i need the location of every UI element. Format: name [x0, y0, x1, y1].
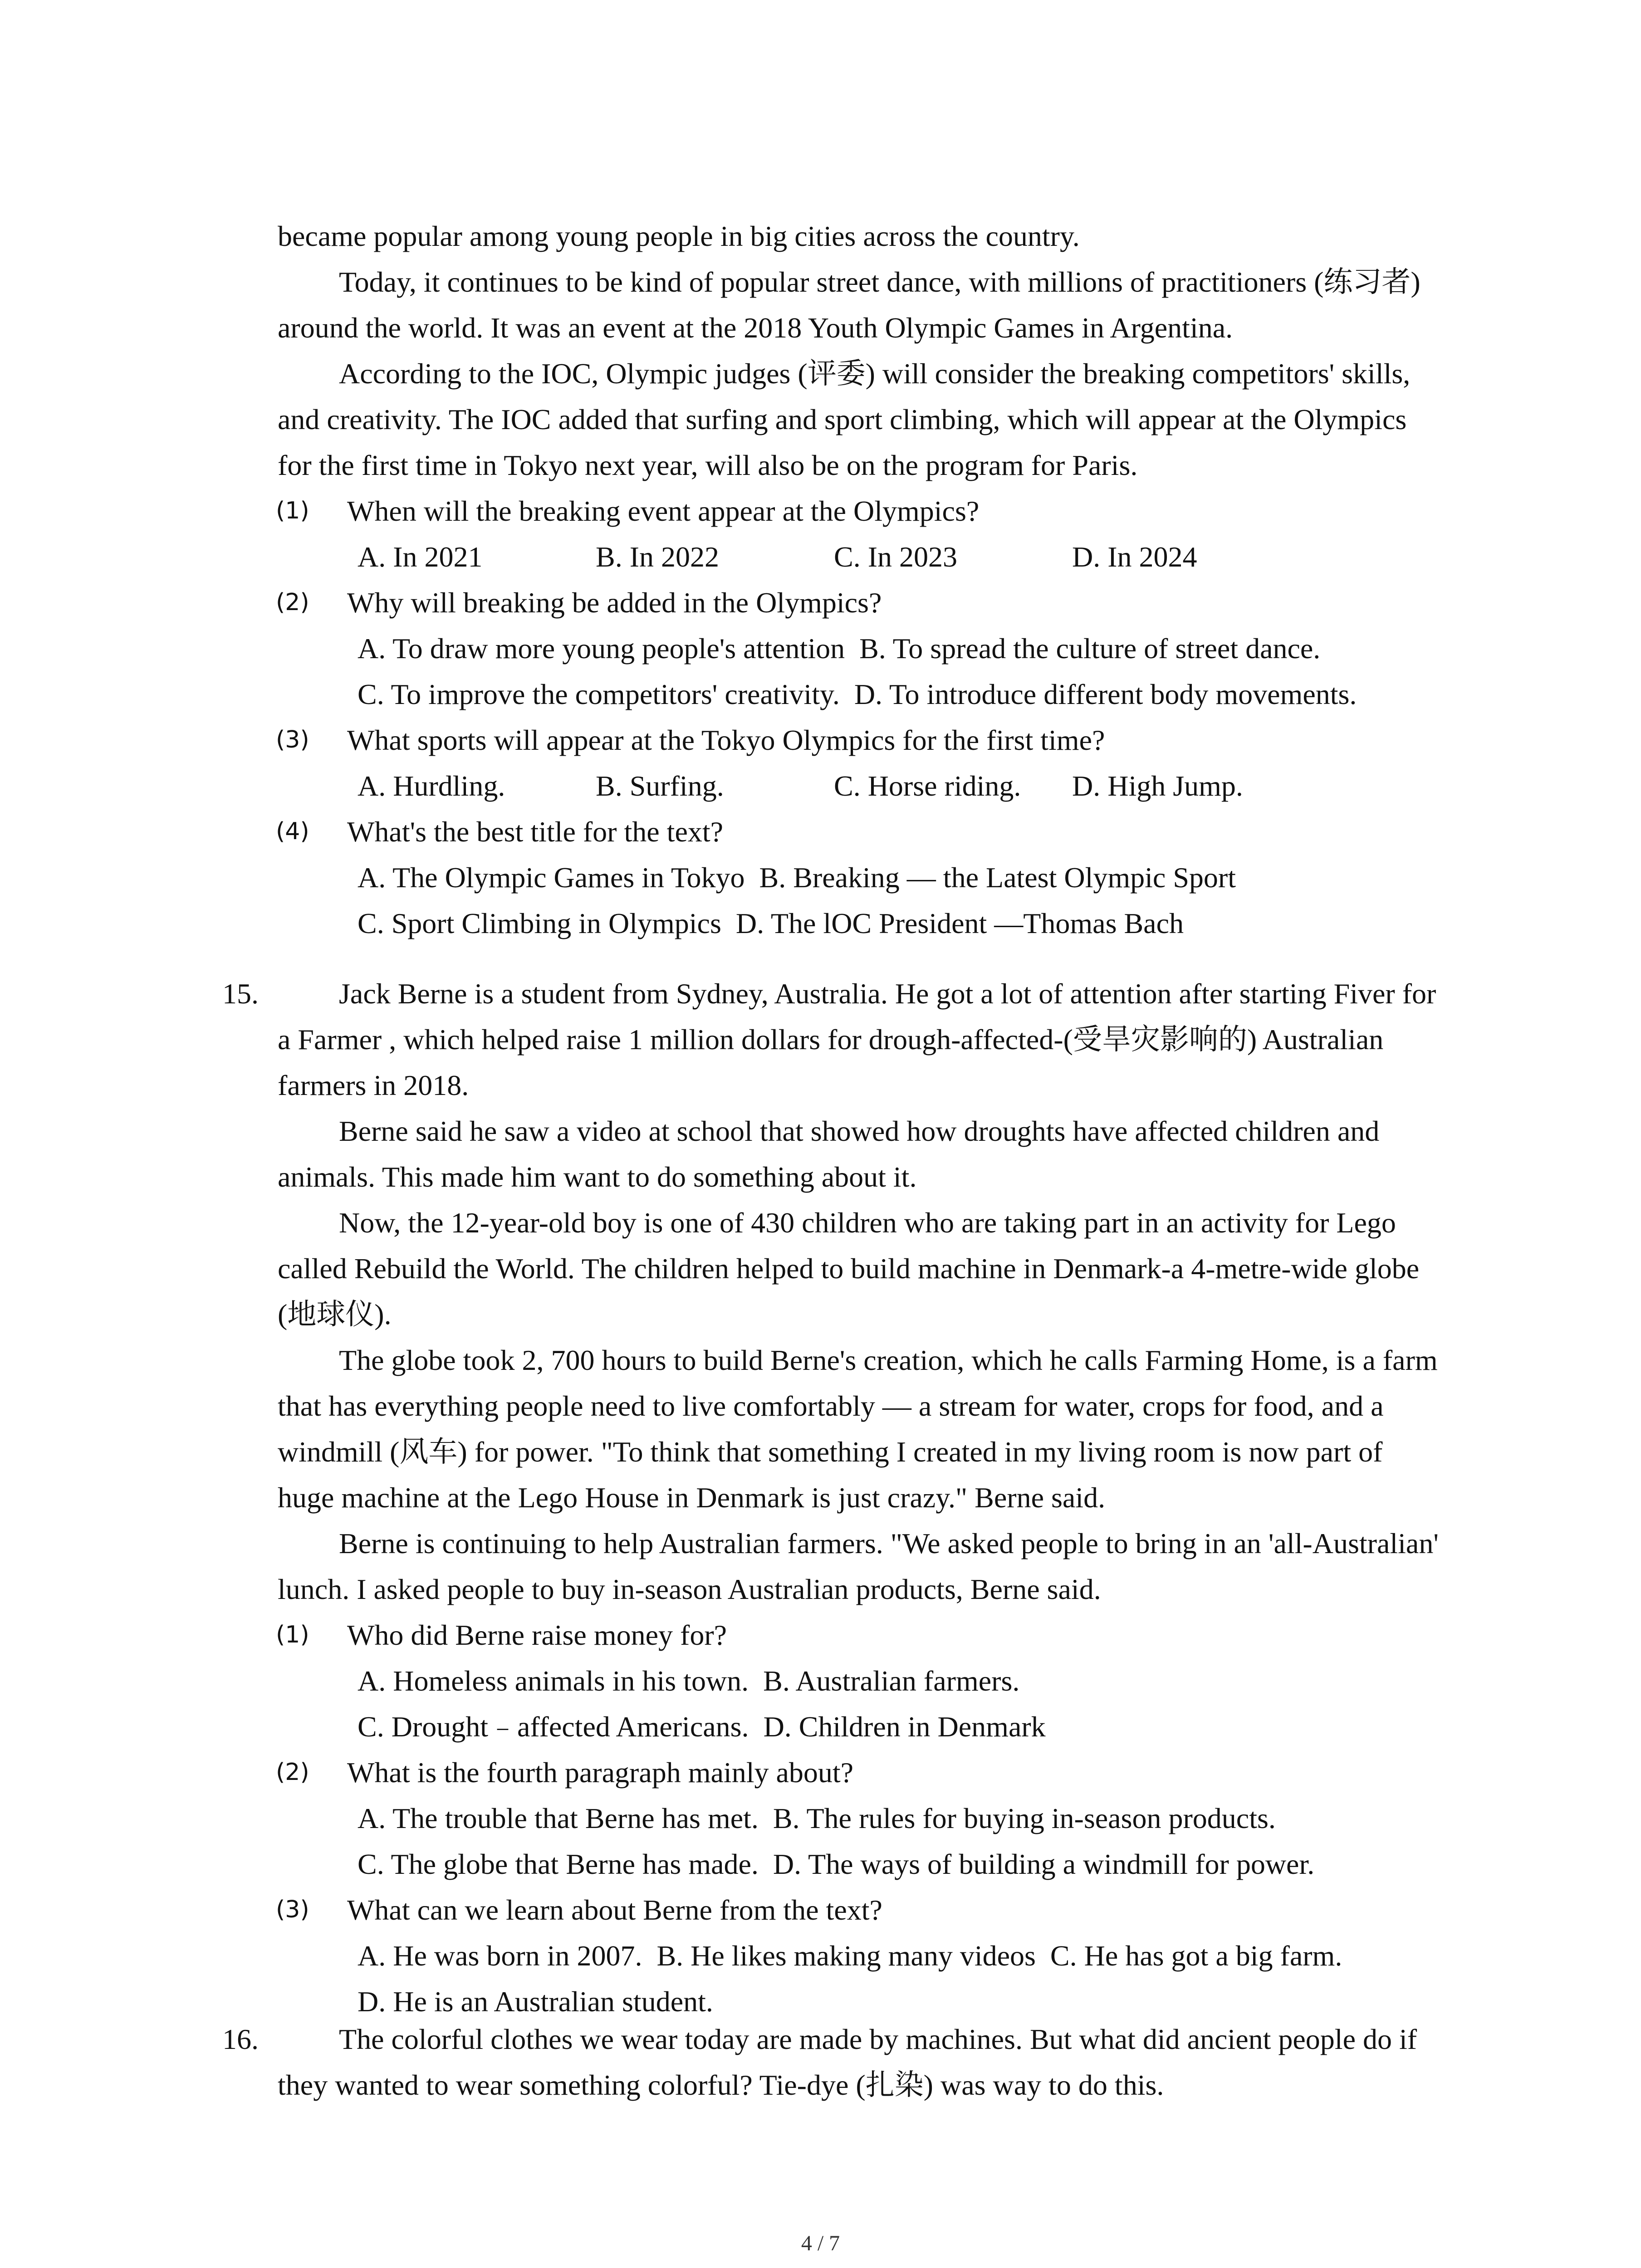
option: A. The trouble that Berne has met.: [358, 1802, 759, 1834]
passage-16: [222, 2016, 1443, 2108]
question-text: Who did Berne raise money for?: [347, 1619, 727, 1651]
option: D. The lOC President —Thomas Bach: [735, 907, 1184, 939]
option: D. He is an Australian student.: [358, 1985, 713, 2018]
options-row: [278, 1658, 1443, 1704]
question-text: When will the breaking event appear at the Olympics?: [347, 495, 980, 527]
item-number: 15.: [222, 978, 259, 1010]
question-text: What sports will appear at the Tokyo Olympics for the first time?: [347, 724, 1105, 756]
paragraph: The globe took 2, 700 hours to build Berne's creation, which he calls Farming Home, is a farm that has everything people need to live comfortably — a stream for water, crops for food, and a windmill (风车) for power. "To think that something I created in my living room is now part of huge machine at the Lego House in Denmark is just crazy." Berne said.: [278, 1344, 1438, 1514]
paragraph: Now, the 12-year-old boy is one of 430 children who are taking part in an activity for Lego called Rebuild the World. The children helped to build machine in Denmark-a 4-metre-wide globe (地球仪).: [278, 1207, 1420, 1330]
options-row: [278, 1933, 1443, 1979]
paragraph: According to the IOC, Olympic judges (评委) will consider the breaking competitors' skills, and creativity. The IOC added that surfing and sport climbing, which will appear at the Olympics for the first time in Tokyo next year, will also be on the program for Paris.: [278, 357, 1411, 481]
option: D. To introduce different body movements.: [854, 678, 1357, 710]
question: [278, 809, 1439, 946]
passage-15: [222, 971, 1443, 2024]
options-row: [278, 671, 1439, 717]
question: [278, 1887, 1443, 2024]
paragraph: Berne said he saw a video at school that showed how droughts have affected children and animals. This made him want to do something about it.: [278, 1115, 1380, 1193]
options-row: [278, 900, 1439, 946]
option: B. Australian farmers.: [763, 1665, 1020, 1697]
passage-14: [278, 213, 1439, 946]
question-number: (3): [276, 1896, 309, 1923]
option: A. Hurdling.: [358, 770, 505, 802]
option: C. In 2023: [834, 541, 957, 573]
question-text: What is the fourth paragraph mainly about?: [347, 1756, 854, 1789]
option: A. He was born in 2007.: [358, 1940, 642, 1972]
option: B. Surfing.: [596, 770, 724, 802]
question: [278, 717, 1439, 809]
question-number: (4): [276, 818, 309, 845]
option: B. The rules for buying in-season products.: [773, 1802, 1276, 1834]
option: B. Breaking — the Latest Olympic Sport: [759, 861, 1236, 894]
paragraph: Today, it continues to be kind of popular street dance, with millions of practitioners (练习者) around the world. It was an event at the 2018 Youth Olympic Games in Argentina.: [278, 266, 1421, 344]
question-text: Why will breaking be added in the Olympics?: [347, 587, 882, 619]
option: B. He likes making many videos: [656, 1940, 1036, 1972]
question-number: (2): [276, 1759, 309, 1786]
option: D. High Jump.: [1072, 770, 1243, 802]
option: A. The Olympic Games in Tokyo: [358, 861, 745, 894]
paragraph: became popular among young people in big cities across the country.: [278, 220, 1080, 252]
question: [278, 488, 1439, 580]
question-number: (1): [276, 497, 309, 524]
question-text: What can we learn about Berne from the text?: [347, 1894, 882, 1926]
paragraph: Berne is continuing to help Australian farmers. "We asked people to bring in an 'all-Australian' lunch. I asked people to buy in-season Australian products, Berne said.: [278, 1527, 1439, 1605]
question: [278, 580, 1439, 717]
option: A. Homeless animals in his town.: [358, 1665, 749, 1697]
question: [278, 1750, 1443, 1887]
option: B. In 2022: [596, 541, 719, 573]
paragraph: Jack Berne is a student from Sydney, Australia. He got a lot of attention after starting Fiver for a Farmer , which helped raise 1 million dollars for drough-affected-(受旱灾影响的) Australian farmers in 2018.: [278, 978, 1436, 1101]
options-row: [278, 1841, 1443, 1887]
option: B. To spread the culture of street dance.: [859, 632, 1321, 665]
paragraph: The colorful clothes we wear today are made by machines. But what did ancient people do if they wanted to wear something colorful? Tie-dye (扎染) was way to do this.: [278, 2023, 1417, 2101]
option: A. To draw more young people's attention: [358, 632, 845, 665]
question-number: (3): [276, 726, 309, 753]
option: C. To improve the competitors' creativity.: [358, 678, 840, 710]
option: C. The globe that Berne has made.: [358, 1848, 759, 1880]
question-text: What's the best title for the text?: [347, 816, 724, 848]
option: C. He has got a big farm.: [1050, 1940, 1342, 1972]
option: A. In 2021: [358, 541, 483, 573]
options-row: [278, 855, 1439, 900]
question-number: (1): [276, 1621, 309, 1648]
option: D. Children in Denmark: [763, 1711, 1046, 1743]
options-row: [278, 626, 1439, 671]
item-number: 16.: [222, 2023, 259, 2055]
question-number: (2): [276, 589, 309, 616]
option: C. Horse riding.: [834, 770, 1021, 802]
question: [278, 1612, 1443, 1750]
options-row: [278, 1704, 1443, 1750]
option: D. The ways of building a windmill for power.: [773, 1848, 1315, 1880]
option: C. Sport Climbing in Olympics: [358, 907, 721, 939]
page-number: 4 / 7: [801, 2231, 840, 2255]
option: C. Drought﹣affected Americans.: [358, 1711, 749, 1743]
options-row: [278, 1795, 1443, 1841]
options-row: [278, 763, 1439, 809]
options-row: [278, 534, 1439, 580]
option: D. In 2024: [1072, 541, 1197, 573]
